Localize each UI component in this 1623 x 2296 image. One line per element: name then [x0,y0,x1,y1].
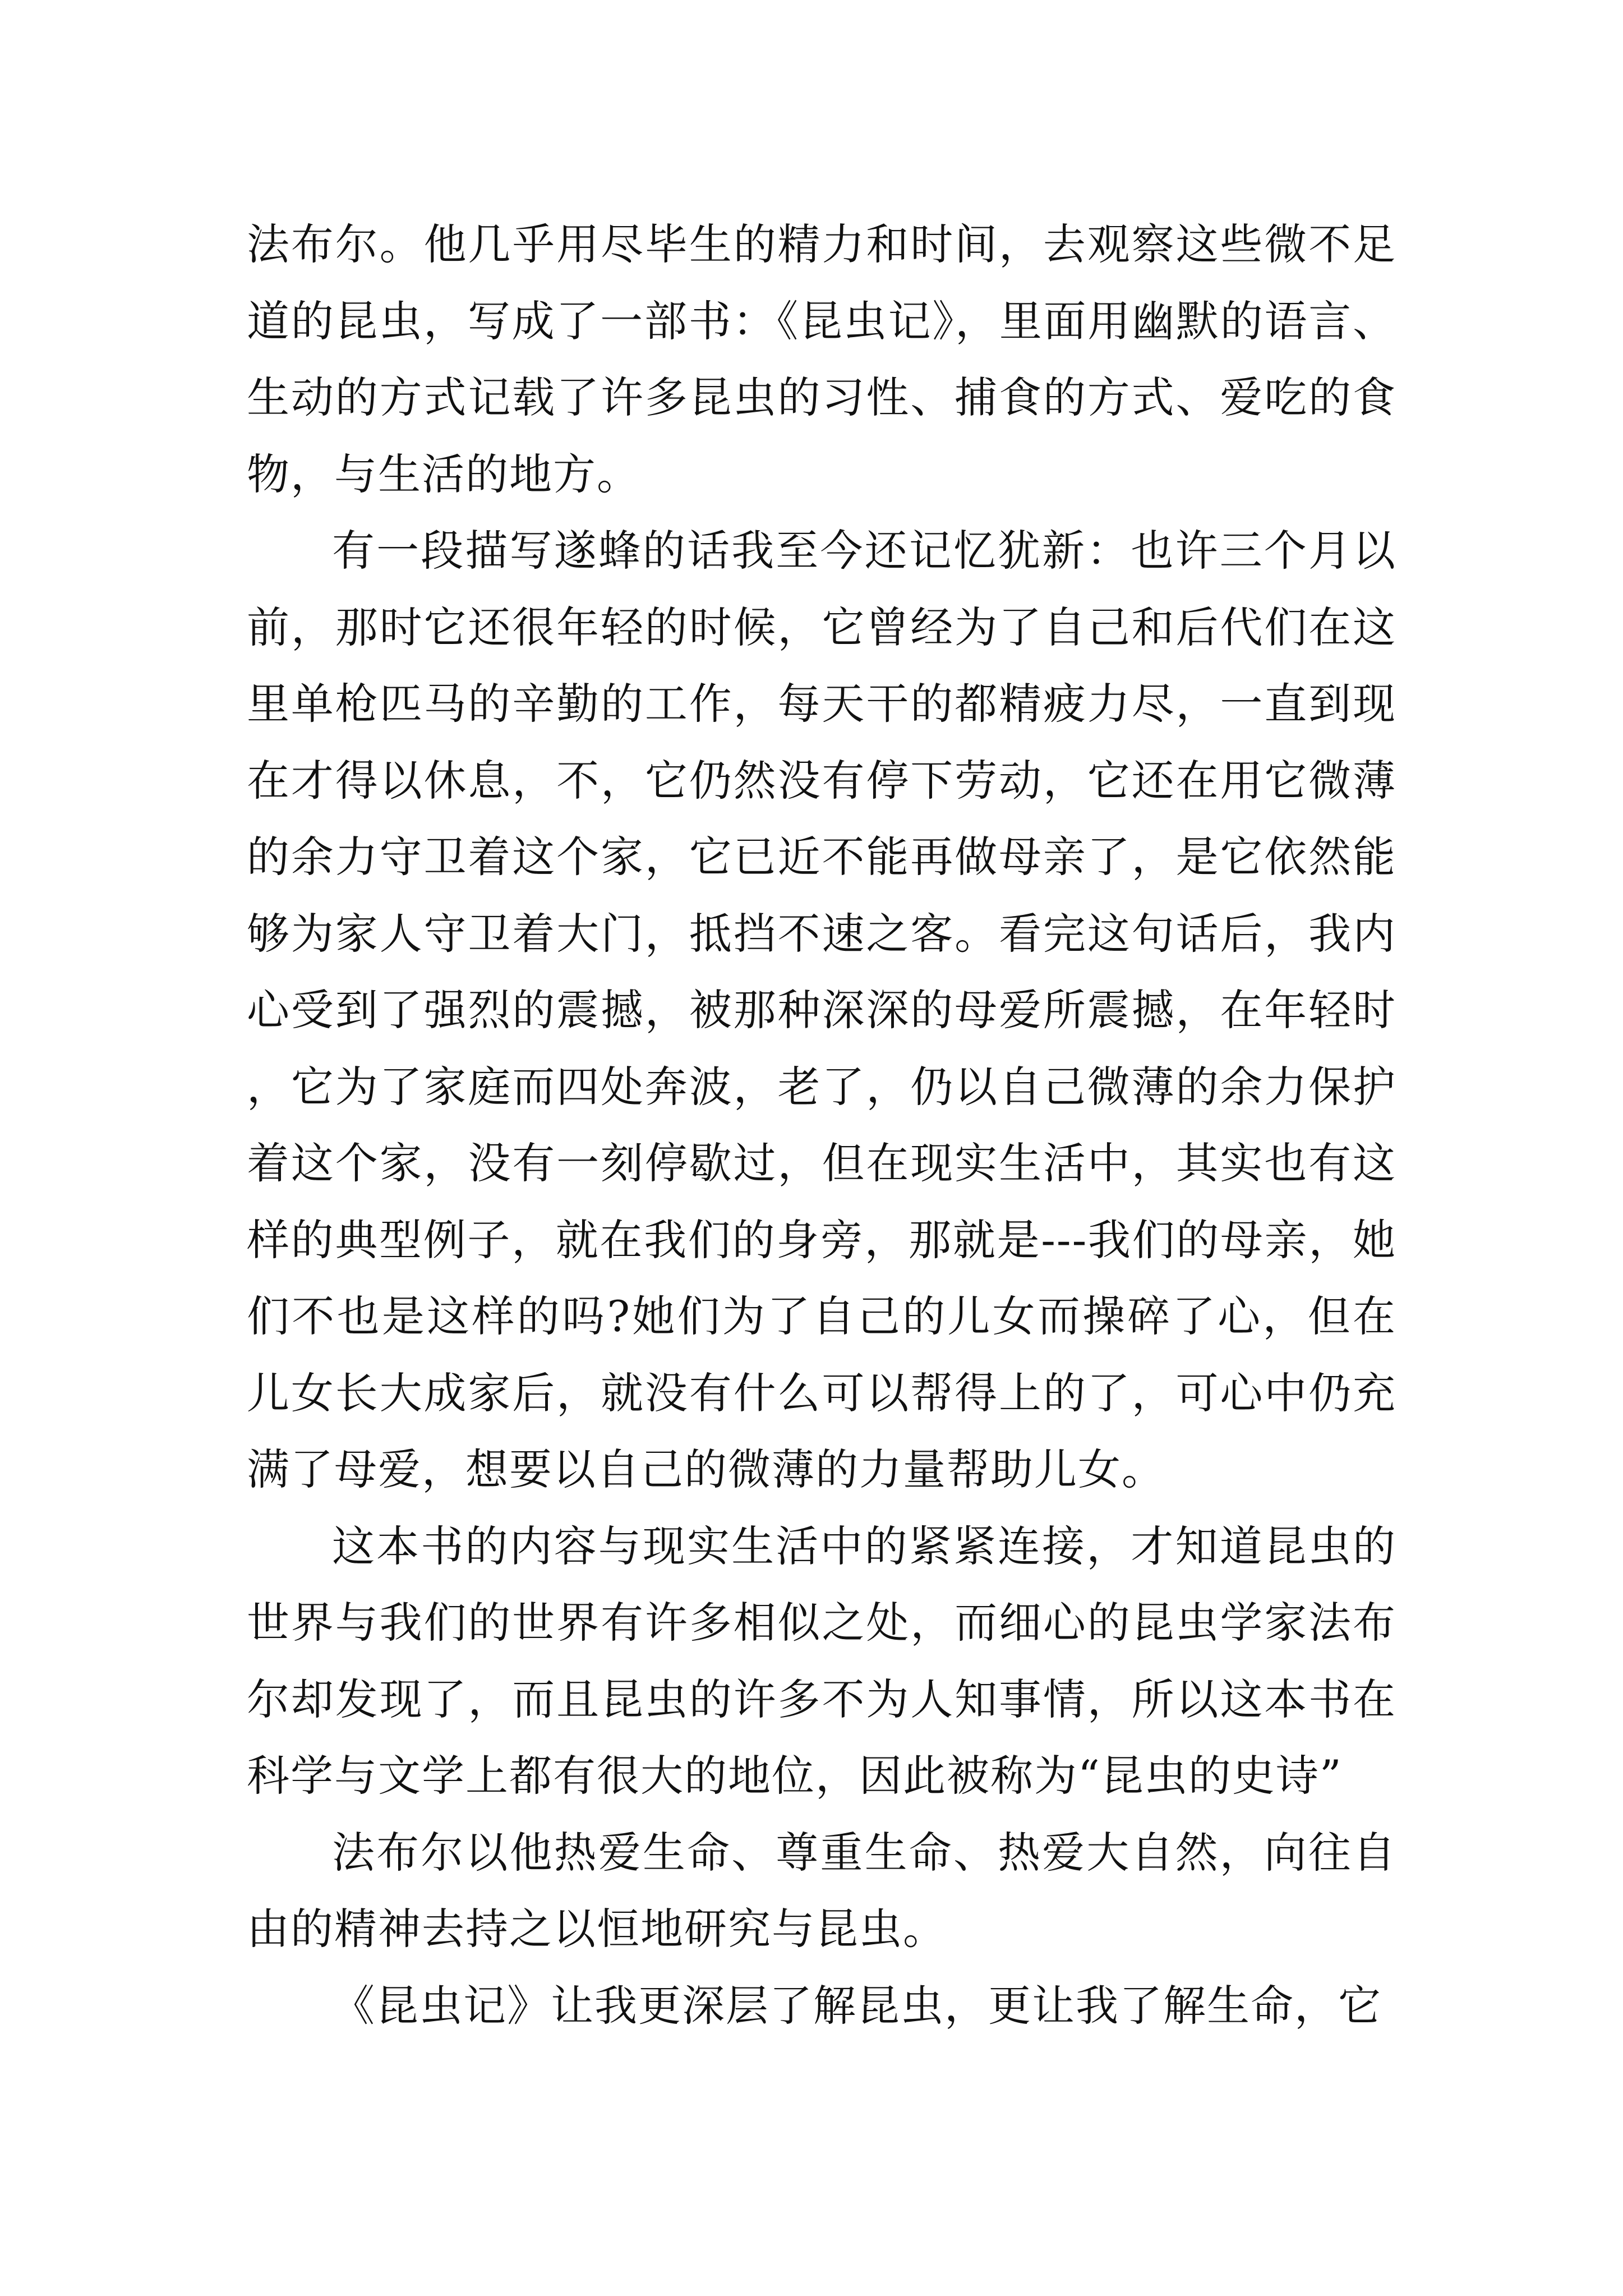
paragraph: 这本书的内容与现实生活中的紧紧连接，才知道昆虫的世界与我们的世界有许多相似之处，而细心的昆虫学家法布尔却发现了，而且昆虫的许多不为人知事情，所以这本书在科学与文学上都有很大的地位，因此被称为“昆虫的史诗” [247,1521,1396,1801]
paragraph: 法布尔。他几乎用尽毕生的精力和时间，去观察这些微不足道的昆虫，写成了一部书：《昆虫记》，里面用幽默的语言、生动的方式记载了许多昆虫的习性、捕食的方式、爱吃的食物，与生活的地方。 [247,219,1396,499]
paragraph: 《昆虫记》让我更深层了解昆虫，更让我了解生命，它 [332,1980,1382,2031]
paragraph: 法布尔以他热爱生命、尊重生命、热爱大自然，向往自由的精神去持之以恒地研究与昆虫。 [247,1827,1396,1954]
paragraph: 有一段描写遂蜂的话我至今还记忆犹新：也许三个月以前，那时它还很年轻的时候，它曾经为了自己和后代们在这里单枪匹马的辛勤的工作，每天干的都精疲力尽，一直到现在才得以休息，不，它仍然没有停下劳动，它还在用它微薄的余力守卫着这个家，它已近不能再做母亲了，是它依然能够为家人守卫着大门，抵挡不速之客。看完这句话后，我内心受到了强烈的震撼，被那种深深的母爱所震撼，在年轻时，它为了家庭而四处奔波，老了，仍以自己微薄的余力保护着这个家，没有一刻停歇过，但在现实生活中，其实也有这样的典型例子，就在我们的身旁，那就是---我们的母亲，她们不也是这样的吗?她们为了自己的儿女而操碎了心，但在儿女长大成家后，就没有什么可以帮得上的了，可心中仍充满了母爱，想要以自己的微薄的力量帮助儿女。 [247,526,1396,1494]
body-text [247,206,1396,2044]
